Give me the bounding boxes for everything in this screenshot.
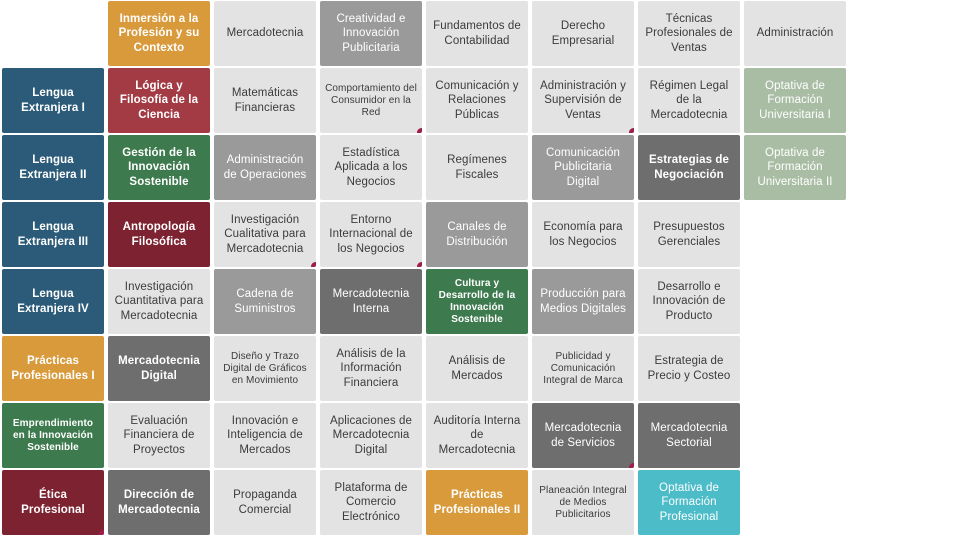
course-card[interactable] [320, 336, 422, 401]
course-card[interactable] [320, 68, 422, 133]
course-label: Estrategias de Negociación [648, 154, 730, 181]
course-label: Desarrollo e Innovación de Producto [652, 281, 726, 322]
course-label: Propaganda Comercial [233, 489, 297, 516]
course-label: Comunicación y Relaciones Públicas [435, 80, 519, 121]
course-card[interactable] [426, 1, 528, 66]
course-label: Administración de Operaciones [223, 154, 307, 181]
course-label: Mercadotecnia Interna [332, 288, 410, 315]
course-card[interactable] [532, 1, 634, 66]
course-label: Cadena de Suministros [234, 288, 296, 315]
course-label: Creatividad e Innovación Publicitaria [336, 13, 406, 54]
course-card[interactable] [638, 1, 740, 66]
course-label: Mercadotecnia de Servicios [544, 422, 622, 449]
course-card[interactable] [2, 269, 104, 334]
course-card[interactable] [2, 68, 104, 133]
course-card[interactable] [320, 135, 422, 200]
course-card[interactable] [108, 135, 210, 200]
prerequisite-dot-icon [629, 463, 634, 468]
empty-slot [744, 336, 846, 401]
course-card[interactable] [2, 403, 104, 468]
course-card[interactable] [214, 336, 316, 401]
course-card[interactable] [2, 135, 104, 200]
course-label: Mercadotecnia Digital [118, 355, 200, 382]
course-label: Cultura y Desarrollo de la Innovación Sostenible [438, 277, 516, 325]
course-label: Gestión de la Innovación Sostenible [122, 147, 196, 188]
course-label: Estadística Aplicada a los Negocios [334, 147, 408, 188]
course-card[interactable] [2, 202, 104, 267]
course-label: Emprendimiento en la Innovación Sostenible [12, 417, 94, 453]
empty-slot [744, 269, 846, 334]
course-label: Fundamentos de Contabilidad [433, 20, 521, 47]
course-card[interactable] [426, 403, 528, 468]
course-card[interactable] [214, 68, 316, 133]
course-card[interactable] [532, 403, 634, 468]
course-card[interactable] [320, 403, 422, 468]
course-label: Publicidad y Comunicación Integral de Marca [543, 350, 623, 386]
course-card[interactable] [426, 269, 528, 334]
course-label: Plataforma de Comercio Electrónico [334, 482, 408, 523]
course-card[interactable] [532, 135, 634, 200]
course-card[interactable] [638, 269, 740, 334]
course-card[interactable] [214, 269, 316, 334]
course-label: Administración [756, 27, 834, 40]
course-label: Administración y Supervisión de Ventas [540, 80, 626, 121]
course-card[interactable] [744, 1, 846, 66]
course-card[interactable] [532, 269, 634, 334]
course-card[interactable] [108, 1, 210, 66]
course-label: Comportamiento del Consumidor en la Red [325, 82, 417, 118]
course-label: Dirección de Mercadotecnia [118, 489, 200, 516]
course-card[interactable] [638, 403, 740, 468]
course-card[interactable] [532, 202, 634, 267]
course-card[interactable] [2, 336, 104, 401]
course-card[interactable] [638, 202, 740, 267]
course-label: Lengua Extranjera I [21, 87, 85, 114]
course-card[interactable] [532, 68, 634, 133]
course-card[interactable] [320, 470, 422, 535]
course-label: Innovación e Inteligencia de Mercados [227, 415, 303, 456]
course-card[interactable] [214, 1, 316, 66]
course-card[interactable] [426, 68, 528, 133]
course-label: Régimen Legal de la Mercadotecnia [649, 80, 729, 121]
course-label: Optativa de Formación Profesional [659, 482, 719, 523]
course-label: Producción para Medios Digitales [540, 288, 626, 315]
course-label: Comunicación Publicitaria Digital [545, 147, 621, 188]
course-label: Mercadotecnia Sectorial [650, 422, 728, 449]
course-card[interactable] [638, 470, 740, 535]
course-label: Investigación Cuantitativa para Mercadotecnia [114, 281, 204, 322]
course-card[interactable] [532, 336, 634, 401]
course-label: Optativa de Formación Universitaria I [759, 80, 831, 121]
course-label: Investigación Cualitativa para Mercadotecnia [224, 214, 306, 255]
empty-slot [2, 1, 104, 66]
course-label: Antropología Filosófica [122, 221, 196, 248]
course-label: Lengua Extranjera III [17, 221, 89, 248]
empty-slot [744, 470, 846, 535]
prerequisite-dot-icon [311, 262, 316, 267]
course-label: Planeación Integral de Medios Publicitarios [539, 484, 627, 520]
course-card[interactable] [532, 470, 634, 535]
course-card[interactable] [108, 470, 210, 535]
course-card[interactable] [214, 403, 316, 468]
course-card[interactable] [744, 135, 846, 200]
course-card[interactable] [214, 470, 316, 535]
course-label: Estrategia de Precio y Costeo [647, 355, 731, 382]
course-card[interactable] [426, 336, 528, 401]
course-card[interactable] [320, 269, 422, 334]
course-label: Lengua Extranjera II [19, 154, 87, 181]
course-label: Análisis de la Información Financiera [336, 348, 406, 389]
course-label: Auditoría Interna de Mercadotecnia [433, 415, 521, 456]
course-label: Derecho Empresarial [551, 20, 615, 47]
course-label: Entorno Internacional de los Negocios [329, 214, 413, 255]
course-card[interactable] [638, 336, 740, 401]
course-card[interactable] [108, 68, 210, 133]
course-label: Inmersión a la Profesión y su Contexto [118, 13, 200, 54]
course-label: Lengua Extranjera IV [17, 288, 89, 315]
course-card[interactable] [744, 68, 846, 133]
prerequisite-dot-icon [417, 128, 422, 133]
course-label: Aplicaciones de Mercadotecnia Digital [329, 415, 413, 456]
course-card[interactable] [2, 470, 104, 535]
course-card[interactable] [108, 202, 210, 267]
course-label: Mercadotecnia [226, 27, 304, 40]
course-label: Economía para los Negocios [543, 221, 623, 248]
course-label: Análisis de Mercados [448, 355, 506, 382]
empty-slot [744, 202, 846, 267]
empty-slot [744, 403, 846, 468]
course-card[interactable] [214, 135, 316, 200]
course-card[interactable] [214, 202, 316, 267]
course-label: Lógica y Filosofía de la Ciencia [119, 80, 199, 121]
course-label: Canales de Distribución [446, 221, 508, 248]
course-card[interactable] [638, 135, 740, 200]
course-card[interactable] [426, 135, 528, 200]
course-card[interactable] [320, 202, 422, 267]
course-card[interactable] [426, 202, 528, 267]
prerequisite-dot-icon [417, 262, 422, 267]
course-label: Ética Profesional [21, 489, 85, 516]
course-label: Optativa de Formación Universitaria II [757, 147, 833, 188]
course-card[interactable] [426, 470, 528, 535]
course-label: Evaluación Financiera de Proyectos [123, 415, 195, 456]
course-label: Regímenes Fiscales [447, 154, 507, 181]
course-card[interactable] [108, 403, 210, 468]
prerequisite-dot-icon [99, 530, 104, 535]
course-card[interactable] [108, 269, 210, 334]
prerequisite-dot-icon [629, 128, 634, 133]
course-card[interactable] [108, 336, 210, 401]
course-label: Presupuestos Gerenciales [653, 221, 725, 248]
course-label: Matemáticas Financieras [231, 87, 299, 114]
course-card[interactable] [638, 68, 740, 133]
course-label: Prácticas Profesionales I [11, 355, 95, 382]
course-label: Prácticas Profesionales II [433, 489, 521, 516]
course-label: Técnicas Profesionales de Ventas [645, 13, 733, 54]
course-label: Diseño y Trazo Digital de Gráficos en Movimiento [223, 350, 307, 386]
course-card[interactable] [320, 1, 422, 66]
